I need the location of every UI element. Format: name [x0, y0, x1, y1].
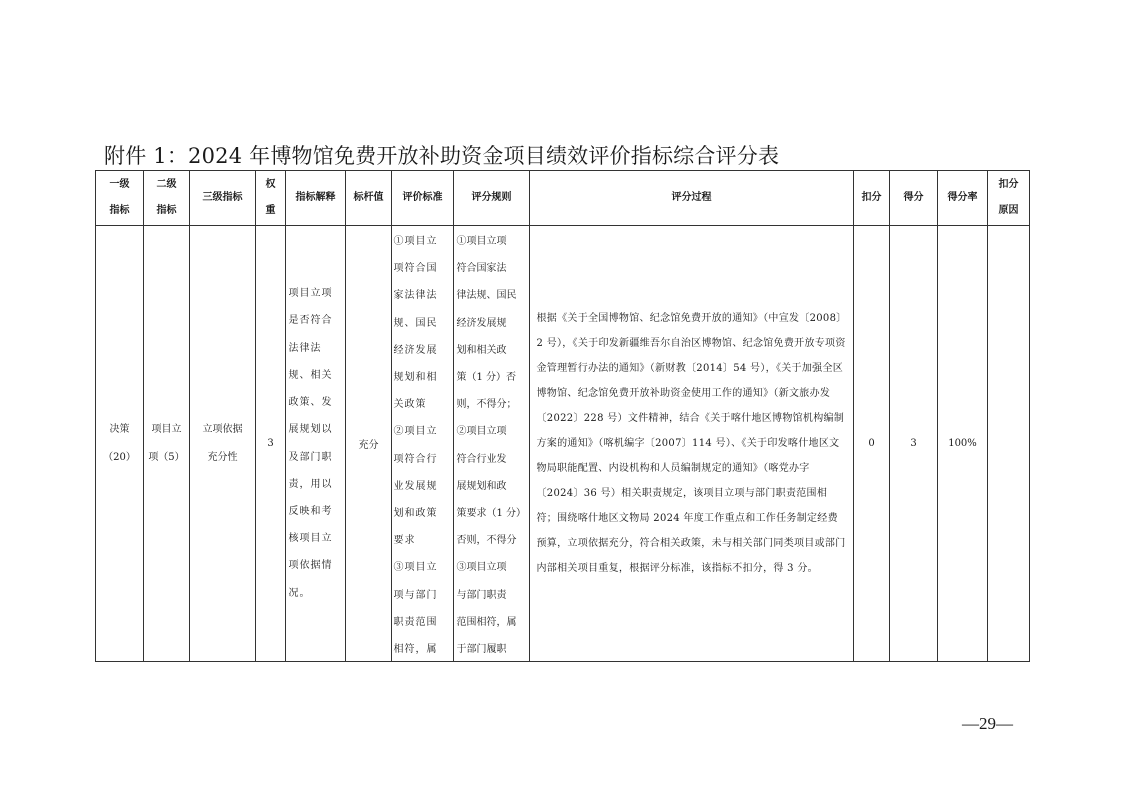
table-title: 附件 1：2024 年博物馆免费开放补助资金项目绩效评价指标综合评分表 [104, 144, 780, 168]
header-rate: 得分率 [938, 171, 988, 226]
header-level3: 三级指标 [190, 171, 256, 226]
header-level1: 一级 指标 [96, 171, 144, 226]
rules-text: ①项目立项 符合国家法 律法规、国民 经济发展规 划和相关政 策（1 分）否 则，不得分； ②项目立项 符合行业发 展规划和政 策要求（1 分） 否则，不得分 ③项目立项 与部门职责 范围相符，属 于部门履职 [456, 236, 527, 656]
cell-criteria [392, 226, 454, 662]
cell-level3: 立项依据 充分性 [190, 226, 256, 662]
header-row [96, 171, 1030, 226]
cell-explain [286, 226, 346, 662]
criteria-text: ①项目立 项符合国 家法律法 规、国民 经济发展 规划和相 关政策 ②项目立 项符合行 业发展规 划和政策 要求 ③项目立 项与部门 职责范围 相符，属 [393, 236, 438, 656]
table-row [96, 226, 1030, 662]
cell-rate: 100% [938, 226, 988, 662]
header-rules: 评分规则 [454, 171, 530, 226]
header-score: 得分 [890, 171, 938, 226]
cell-deduct: 0 [854, 226, 890, 662]
explain-text: 项目立项 是否符合 法律法 规、相关 政策、发 展规划以 及部门职 责，用以 反映和考 核项目立 项依据情 况。 [288, 288, 333, 599]
process-text: 根据《关于全国博物馆、纪念馆免费开放的通知》（中宣发〔2008〕2 号），《关于印发新疆维吾尔自治区博物馆、纪念馆免费开放专项资金管理暂行办法的通知》（新财教〔2014〕54 号），《关于加强全区博物馆、纪念馆免费开放补助资金使用工作的通知》（新文旅办发〔2022〕228 号）文件精神，结合《关于喀什地区博物馆机构编制方案的通知》（喀机编字〔2007〕114 号）、《关于印发喀什地区文物局职能配置、内设机构和人员编制规定的通知》（喀党办字〔2024〕36 号）相关职责规定，该项目立项与部门职责范围相符；围绕喀什地区文物局 2024 年度工作重点和工作任务制定经费预算，立项依据充分，符合相关政策，未与相关部门同类项目或部门内部相关项目重复，根据评分标准，该指标不扣分，得 3 分。 [536, 313, 846, 574]
evaluation-table [95, 170, 1030, 662]
cell-level2: 项目立 项（5） [144, 226, 190, 662]
cell-reason [988, 226, 1030, 662]
cell-process [530, 226, 854, 662]
header-process: 评分过程 [530, 171, 854, 226]
page-number: —29— [962, 714, 1013, 733]
cell-weight: 3 [256, 226, 286, 662]
cell-benchmark: 充分 [346, 226, 392, 662]
header-deduct: 扣分 [854, 171, 890, 226]
cell-level1: 决策 （20） [96, 226, 144, 662]
header-reason: 扣分 原因 [988, 171, 1030, 226]
header-level2: 二级 指标 [144, 171, 190, 226]
header-criteria: 评价标准 [392, 171, 454, 226]
cell-rules [454, 226, 530, 662]
header-benchmark: 标杆值 [346, 171, 392, 226]
cell-score: 3 [890, 226, 938, 662]
header-explain: 指标解释 [286, 171, 346, 226]
header-weight: 权 重 [256, 171, 286, 226]
